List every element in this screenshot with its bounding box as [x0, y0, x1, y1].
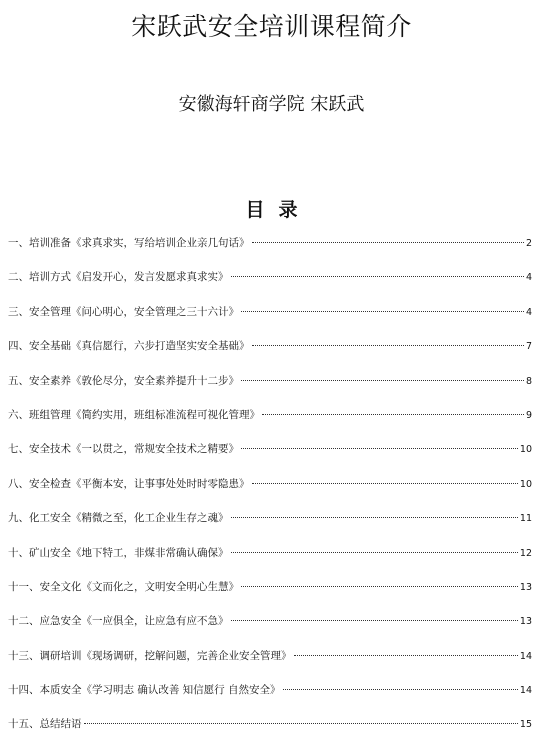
toc-entry[interactable] — [8, 472, 532, 506]
toc-entry[interactable] — [8, 575, 532, 609]
toc-entry-label: 四、安全基础《真信愿行，六步打造坚实安全基础》 — [8, 340, 250, 353]
toc-entry[interactable] — [8, 265, 532, 299]
toc-entry[interactable] — [8, 437, 532, 471]
toc-entry-page: 10 — [519, 444, 532, 456]
toc-leader-dots — [241, 586, 518, 587]
toc-leader-dots — [262, 414, 524, 415]
toc-entry[interactable] — [8, 712, 532, 746]
toc-entry-page: 12 — [519, 547, 532, 559]
table-of-contents — [8, 231, 532, 747]
toc-entry-page: 15 — [519, 719, 532, 731]
toc-entry[interactable] — [8, 541, 532, 575]
toc-entry[interactable] — [8, 334, 532, 368]
toc-entry[interactable] — [8, 369, 532, 403]
toc-entry-page: 13 — [519, 581, 532, 593]
toc-leader-dots — [84, 723, 518, 724]
toc-leader-dots — [252, 345, 524, 346]
toc-entry-page: 4 — [525, 306, 532, 318]
toc-entry[interactable] — [8, 403, 532, 437]
toc-entry-label: 七、安全技术《一以贯之，常规安全技术之精要》 — [8, 443, 239, 456]
toc-entry-page: 10 — [519, 478, 532, 490]
toc-entry-label: 十一、安全文化《文而化之，文明安全明心生慧》 — [8, 580, 239, 593]
toc-leader-dots — [231, 620, 518, 621]
toc-entry-label: 六、班组管理《简约实用，班组标准流程可视化管理》 — [8, 408, 260, 421]
toc-entry-label: 十五、总结结语 — [8, 718, 82, 731]
toc-leader-dots — [252, 242, 524, 243]
toc-leader-dots — [231, 517, 518, 518]
toc-leader-dots — [241, 380, 524, 381]
toc-leader-dots — [241, 311, 524, 312]
toc-entry-page: 14 — [519, 685, 532, 697]
toc-entry-page: 11 — [519, 513, 532, 525]
toc-entry-label: 三、安全管理《问心明心，安全管理之三十六计》 — [8, 305, 239, 318]
toc-leader-dots — [241, 448, 518, 449]
toc-entry-page: 13 — [519, 616, 532, 628]
toc-entry[interactable] — [8, 609, 532, 643]
toc-leader-dots — [231, 276, 524, 277]
toc-leader-dots — [294, 655, 518, 656]
toc-entry-label: 十二、应急安全《一应俱全，让应急有应不急》 — [8, 615, 229, 628]
toc-entry-page: 8 — [525, 375, 532, 387]
toc-leader-dots — [231, 552, 518, 553]
toc-heading: 目录 — [245, 199, 312, 221]
toc-entry[interactable] — [8, 506, 532, 540]
toc-entry-page: 2 — [525, 238, 532, 249]
toc-entry-label: 八、安全检查《平衡本安，让事事处处时时零隐患》 — [8, 477, 250, 490]
toc-entry-page: 7 — [525, 341, 532, 353]
toc-entry[interactable] — [8, 644, 532, 678]
toc-entry-label: 十、矿山安全《地下特工，非煤非常确认确保》 — [8, 546, 229, 559]
toc-leader-dots — [252, 483, 518, 484]
toc-entry[interactable] — [8, 678, 532, 712]
toc-entry-label: 十三、调研培训《现场调研，挖解问题，完善企业安全管理》 — [8, 649, 292, 662]
toc-entry[interactable] — [8, 231, 532, 265]
toc-entry-label: 九、化工安全《精微之至，化工企业生存之魂》 — [8, 512, 229, 525]
toc-entry-label: 五、安全素养《敦伦尽分，安全素养提升十二步》 — [8, 374, 239, 387]
toc-leader-dots — [283, 689, 518, 690]
toc-entry[interactable] — [8, 300, 532, 334]
toc-entry-label: 一、培训准备《求真求实，写给培训企业亲几句话》 — [8, 237, 250, 249]
toc-entry-page: 9 — [525, 409, 532, 421]
toc-entry-page: 4 — [525, 272, 532, 284]
toc-entry-label: 十四、本质安全《学习明志 确认改善 知信愿行 自然安全》 — [8, 684, 281, 697]
toc-entry-page: 14 — [519, 650, 532, 662]
author-line: 安徽海轩商学院 宋跃武 — [178, 94, 365, 115]
document-title: 宋跃武安全培训课程简介 — [131, 12, 412, 41]
toc-entry-label: 二、培训方式《启发开心，发言发愿求真求实》 — [8, 271, 229, 284]
